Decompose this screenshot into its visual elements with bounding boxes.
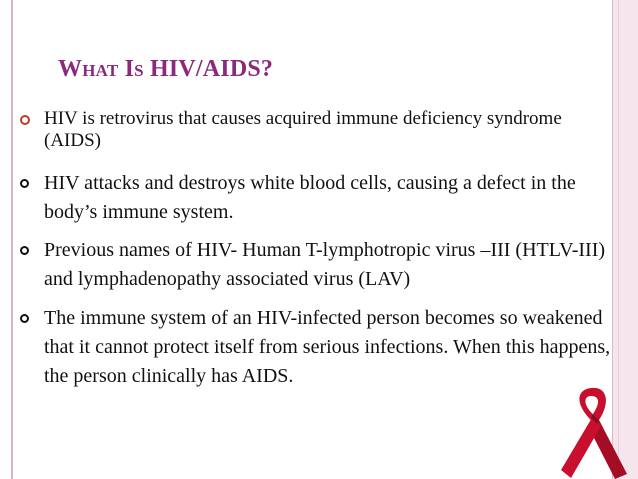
bullet-text: Previous names of HIV- Human T-lymphotropic virus –III (HTLV-III) and lymphadenopathy associated virus (LAV) — [44, 239, 606, 290]
red-awareness-ribbon-icon — [553, 386, 631, 479]
hollow-circle-bullet-icon — [20, 246, 29, 255]
bullet-item — [20, 169, 615, 227]
slide-title: What Is HIV/AIDS? — [58, 56, 274, 82]
hollow-circle-bullet-icon — [20, 115, 30, 125]
bullet-text: HIV is retrovirus that causes acquired immune deficiency syndrome (AIDS) — [44, 108, 562, 151]
bullet-item — [20, 304, 615, 391]
bullet-list — [20, 108, 615, 399]
bullet-item — [20, 236, 615, 294]
bullet-text: The immune system of an HIV-infected person becomes so weakened that it cannot protect itself from serious infections. When this happens, the person clinically has AIDS. — [44, 307, 611, 387]
bullet-item — [20, 108, 615, 152]
hollow-circle-bullet-icon — [20, 179, 29, 188]
hollow-circle-bullet-icon — [20, 314, 29, 323]
left-border-line — [11, 0, 13, 479]
bullet-text: HIV attacks and destroys white blood cells, causing a defect in the body’s immune system. — [44, 172, 576, 223]
